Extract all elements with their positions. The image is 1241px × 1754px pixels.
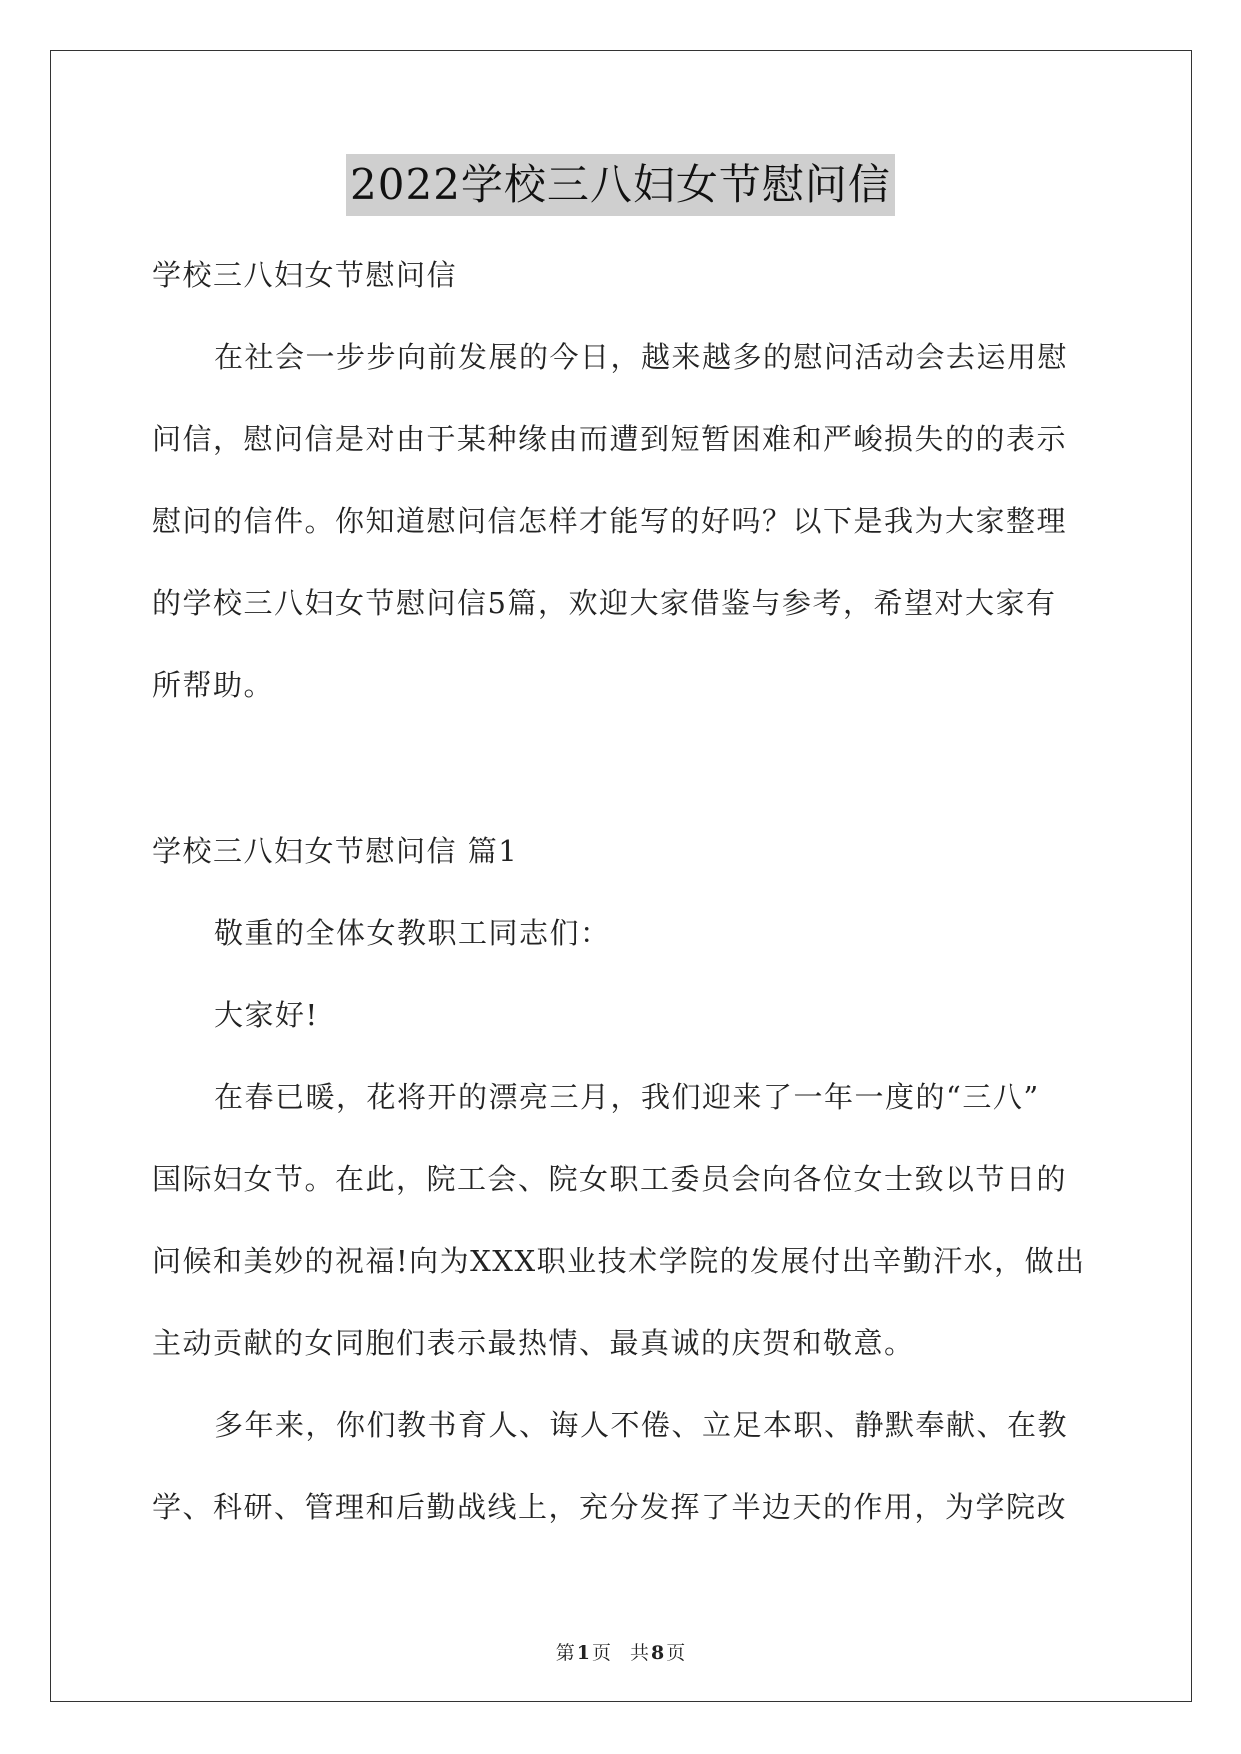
intro-line: 所帮助。 bbox=[152, 668, 275, 702]
page-current: 1 bbox=[576, 1642, 590, 1664]
document-body bbox=[152, 255, 1090, 1569]
body-line: 学、科研、管理和后勤战线上，充分发挥了半边天的作用，为学院改 bbox=[152, 1490, 1068, 1524]
intro-line: 在社会一步步向前发展的今日，越来越多的慰问活动会去运用慰 bbox=[214, 340, 1069, 374]
page-suffix: 页 bbox=[666, 1642, 686, 1664]
body-line: 主动贡献的女同胞们表示最热情、最真诚的庆贺和敬意。 bbox=[152, 1326, 915, 1360]
body-line: 在春已暖，花将开的漂亮三月，我们迎来了一年一度的“三八” bbox=[214, 1080, 1040, 1114]
body-line: 问候和美妙的祝福!向为XXX职业技术学院的发展付出辛勤汗水，做出 bbox=[152, 1244, 1086, 1278]
page-prefix: 第 bbox=[555, 1642, 575, 1664]
paragraph-gap bbox=[152, 747, 1090, 831]
title-container bbox=[0, 154, 1241, 216]
section-heading: 学校三八妇女节慰问信 篇1 bbox=[152, 834, 519, 868]
body-line: 多年来，你们教书育人、诲人不倦、立足本职、静默奉献、在教 bbox=[214, 1408, 1069, 1442]
intro-line: 慰问的信件。你知道慰问信怎样才能写的好吗？以下是我为大家整理 bbox=[152, 504, 1068, 538]
document-title: 2022学校三八妇女节慰问信 bbox=[346, 154, 895, 216]
page-total: 8 bbox=[651, 1642, 665, 1664]
page-footer bbox=[0, 1638, 1241, 1665]
intro-line: 的学校三八妇女节慰问信5篇，欢迎大家借鉴与参考，希望对大家有 bbox=[152, 586, 1057, 620]
subtitle: 学校三八妇女节慰问信 bbox=[152, 258, 458, 292]
salutation: 敬重的全体女教职工同志们： bbox=[214, 916, 611, 950]
body-line: 国际妇女节。在此，院工会、院女职工委员会向各位女士致以节日的 bbox=[152, 1162, 1068, 1196]
page-mid: 页 共 bbox=[591, 1642, 649, 1664]
greeting: 大家好! bbox=[214, 998, 319, 1032]
intro-line: 问信，慰问信是对由于某种缘由而遭到短暂困难和严峻损失的的表示 bbox=[152, 422, 1068, 456]
